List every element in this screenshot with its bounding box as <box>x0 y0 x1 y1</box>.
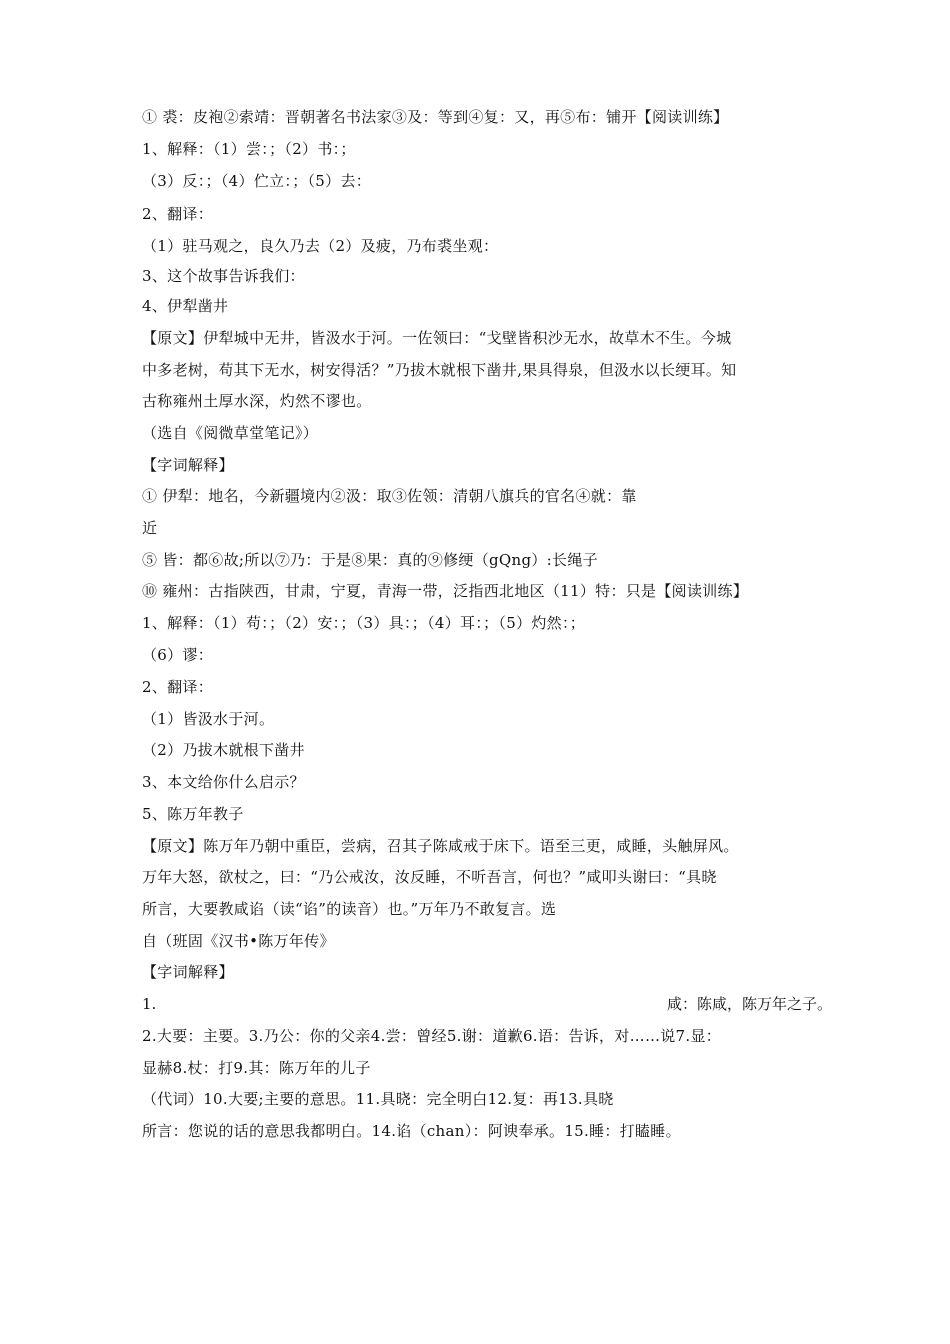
text-line: 所言，大要教咸谄（读“谄”的读音）也。”万年乃不敢复言。选 <box>142 900 557 918</box>
text-line: （6）谬： <box>142 646 214 664</box>
text-line: （1）驻马观之，良久乃去（2）及疲，乃布裘坐观： <box>142 237 499 255</box>
text-line: 【原文】陈万年乃朝中重臣，尝病，召其子陈咸戒于床下。语至三更，咸睡，头触屏风。 <box>142 837 739 855</box>
text-line: ⑩ 雍州：古指陕西，甘肃，宁夏，青海一带，泛指西北地区（11）特：只是【阅读训练】 <box>142 582 749 600</box>
text-line: 显赫8.杖：打9.其：陈万年的儿子 <box>142 1059 371 1077</box>
text-line: 【原文】伊犁城中无井，皆汲水于河。一佐领曰：“戈壁皆积沙无水，故草木不生。今城 <box>142 329 732 347</box>
section-heading: 4、伊犁凿井 <box>142 297 229 315</box>
text-line: 古称雍州土厚水深，灼然不谬也。 <box>142 392 372 410</box>
text-line: 2.大要：主要。3.乃公：你的父亲4.尝：曾经5.谢：道歉6.语：告诉，对……说7.显： <box>142 1027 722 1045</box>
text-line: 万年大怒，欲杖之，曰：“乃公戒汝，汝反睡，不听吾言，何也？”咸叩头谢曰：“具晓 <box>142 868 717 886</box>
section-heading: 5、陈万年教子 <box>142 805 244 823</box>
text-line: 2、翻译： <box>142 678 214 696</box>
text-line: 近 <box>142 519 158 537</box>
text-line: 【字词解释】 <box>142 963 234 981</box>
text-line: 3、这个故事告诉我们： <box>142 267 305 285</box>
text-line: 所言：您说的话的意思我都明白。14.谄（chan）：阿谀奉承。15.睡：打瞌睡。 <box>142 1122 681 1140</box>
text-line-start: 1. <box>142 995 157 1013</box>
text-line: （1）皆汲水于河。 <box>142 710 275 728</box>
text-line: （选自《阅微草堂笔记》） <box>142 424 319 442</box>
text-line-end: 咸：陈咸，陈万年之子。 <box>666 995 832 1013</box>
text-line: 【字词解释】 <box>142 456 234 474</box>
text-line: 1、解释：（1）苟：；（2）安：；（3）具：；（4）耳：；（5）灼然：； <box>142 614 586 632</box>
text-line: 自（班固《汉书•陈万年传》 <box>142 932 335 950</box>
text-line: ① 裘：皮袍②索靖：晋朝著名书法家③及：等到④复：又，再⑤布：铺开【阅读训练】 <box>142 108 729 126</box>
text-line: 1、解释：（1）尝：；（2）书：； <box>142 140 356 158</box>
text-line: （代词）10.大要;主要的意思。11.具晓：完全明白12.复：再13.具晓 <box>142 1090 614 1108</box>
text-line: （2）乃拔木就根下凿井 <box>142 741 305 759</box>
text-line: ① 伊犁：地名，今新疆境内②汲：取③佐领：清朝八旗兵的官名④就：靠 <box>142 487 637 505</box>
text-line: （3）反：；（4）伫立：；（5）去： <box>142 172 372 190</box>
text-line: 3、本文给你什么启示？ <box>142 773 305 791</box>
text-line: 2、翻译： <box>142 205 214 223</box>
text-line: 中多老树，苟其下无水，树安得活？”乃拔木就根下凿井,果具得泉，但汲水以长绠耳。知 <box>142 361 737 379</box>
text-line: ⑤ 皆：都⑥故;所以⑦乃：于是⑧果：真的⑨修绠（gQng）:长绳子 <box>142 551 598 569</box>
